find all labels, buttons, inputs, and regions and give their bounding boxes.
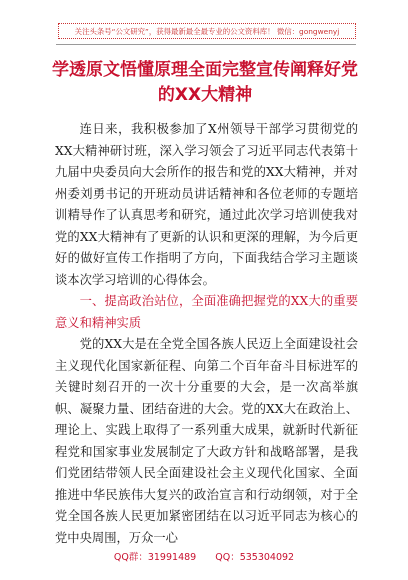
footer-qq: QQ：535304092 [215, 552, 295, 563]
section-heading: 一、提高政治站位，全面准确把握党的XX大的重要意义和精神实质 [55, 294, 358, 330]
body-paragraph: 党的XX大是在全党全国各族人民迈上全面建设社会主义现代化国家新征程、向第二个百年奋斗目标进军的关键时刻召开的一次十分重要的大会，是一次高举旗帜、凝聚力量、团结奋进的大会。党的XX大在政治上、理论上、实践上取得了一系列重大成果，就新时代新征程党和国家事业发展制定了大政方针和战略部署，是我们党团结带领人民全面建设社会主义现代化国家、全面推进中华民族伟大复兴的政治宣言和行动纲领，对于全党全国各族人民更加紧密团结在以习近平同志为核心的党中央周围，万众一心 [55, 337, 358, 545]
header-divider [56, 44, 356, 45]
title-line-2: 的XX大精神 [157, 85, 253, 105]
title-line-1: 学透原文悟懂原理全面完整宣传阐释好党 [52, 60, 358, 80]
page-footer [0, 549, 408, 563]
document-title [40, 58, 370, 108]
header-banner: 关注头条号“公文研究”，获得最新最全最专业的公文资料库！ 微信：gongwenyj [58, 23, 356, 39]
document-body [55, 119, 358, 549]
intro-paragraph: 连日来，我积极参加了X州领导干部学习贯彻党的XX大精神研讨班，深入学习领会了习近平同志代表第十九届中央委员向大会所作的报告和党的XX大精神，并对州委刘勇书记的开班动员讲话精神和各位老师的专题培训精导作了认真思考和研究，通过此次学习培训使我对党的XX大精神有了更新的认识和更深的理解，为今后更好的做好宣传工作指明了方向，下面我结合学习主题谈谈本次学习培训的心得体会。 [55, 122, 358, 287]
footer-qq-group: QQ群：31991489 [113, 552, 197, 563]
